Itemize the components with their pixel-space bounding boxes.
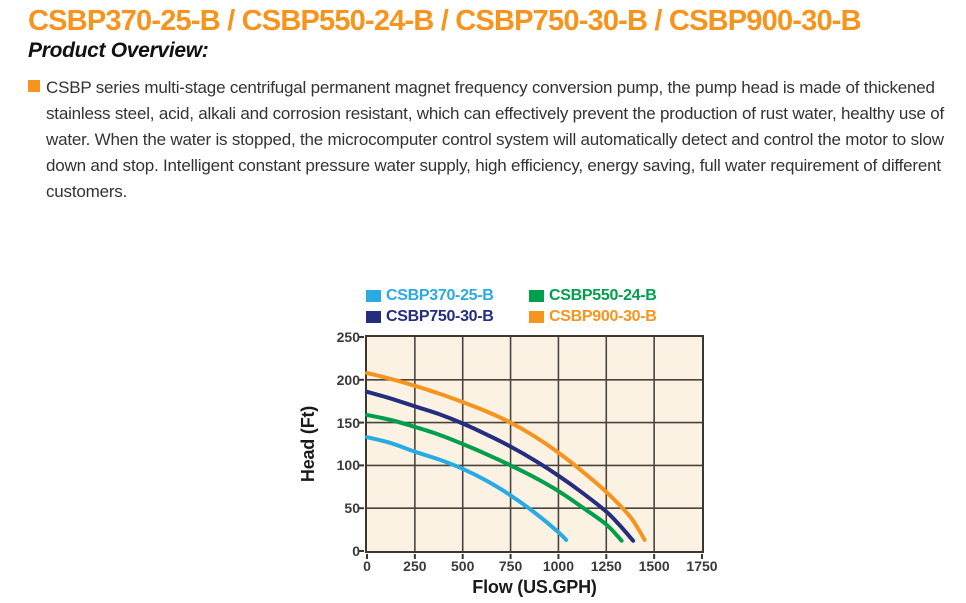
y-tick-label: 0 [352, 543, 360, 559]
page-title: CSBP370-25-B / CSBP550-24-B / CSBP750-30-B / CSBP900-30-B [28, 5, 861, 37]
legend-item [366, 285, 529, 306]
legend-swatch [366, 290, 381, 302]
curve-CSBP900-30-B [367, 373, 645, 540]
legend-swatch [529, 290, 544, 302]
curve-CSBP750-30-B [367, 392, 633, 541]
x-tick-label: 1000 [542, 558, 574, 574]
x-tick-label: 250 [403, 558, 427, 574]
x-tick-label: 500 [451, 558, 475, 574]
bullet-marker [28, 80, 40, 92]
overview-paragraph [28, 75, 946, 205]
y-tick-label: 100 [336, 457, 360, 474]
x-tick-label: 1250 [590, 558, 622, 574]
x-tick-label: 1750 [686, 558, 718, 574]
x-tick-label: 750 [498, 558, 523, 574]
overview-text: CSBP series multi-stage centrifugal permanent magnet frequency conversion pump, the pump head is made of thickened stainless steel, acid, alkali and corrosion resistant, which can effectively prevent the production of rust water, healthy use of water. When the water is stopped, the microcomputer control system will automatically detect and control the motor to slow down and stop. Intelligent constant pressure water supply, high efficiency, energy saving, full water requirement of different customers. [46, 78, 945, 201]
y-tick-label: 150 [336, 414, 360, 431]
y-tick-label: 50 [344, 500, 360, 517]
chart-legend [366, 285, 692, 327]
curve-CSBP370-25-B [367, 437, 566, 540]
legend-label: CSBP550-24-B [549, 286, 657, 304]
x-tick-label: 0 [363, 558, 371, 574]
legend-swatch [366, 311, 381, 323]
x-axis-title: Flow (US.GPH) [472, 577, 597, 597]
legend-label: CSBP750-30-B [386, 307, 494, 325]
y-tick-label: 200 [336, 371, 360, 388]
x-tick-label: 1500 [638, 558, 670, 574]
chart-plot-area [365, 335, 704, 553]
y-tick-label: 250 [336, 329, 360, 345]
y-axis-title: Head (Ft) [298, 405, 318, 483]
legend-item [529, 306, 692, 327]
chart-plot-svg [367, 337, 702, 551]
curve-CSBP550-24-B [367, 415, 622, 541]
legend-item [366, 306, 529, 327]
legend-item [529, 285, 692, 306]
legend-label: CSBP900-30-B [549, 307, 657, 325]
legend-swatch [529, 311, 544, 323]
section-heading: Product Overview: [28, 39, 209, 62]
legend-label: CSBP370-25-B [386, 286, 494, 304]
